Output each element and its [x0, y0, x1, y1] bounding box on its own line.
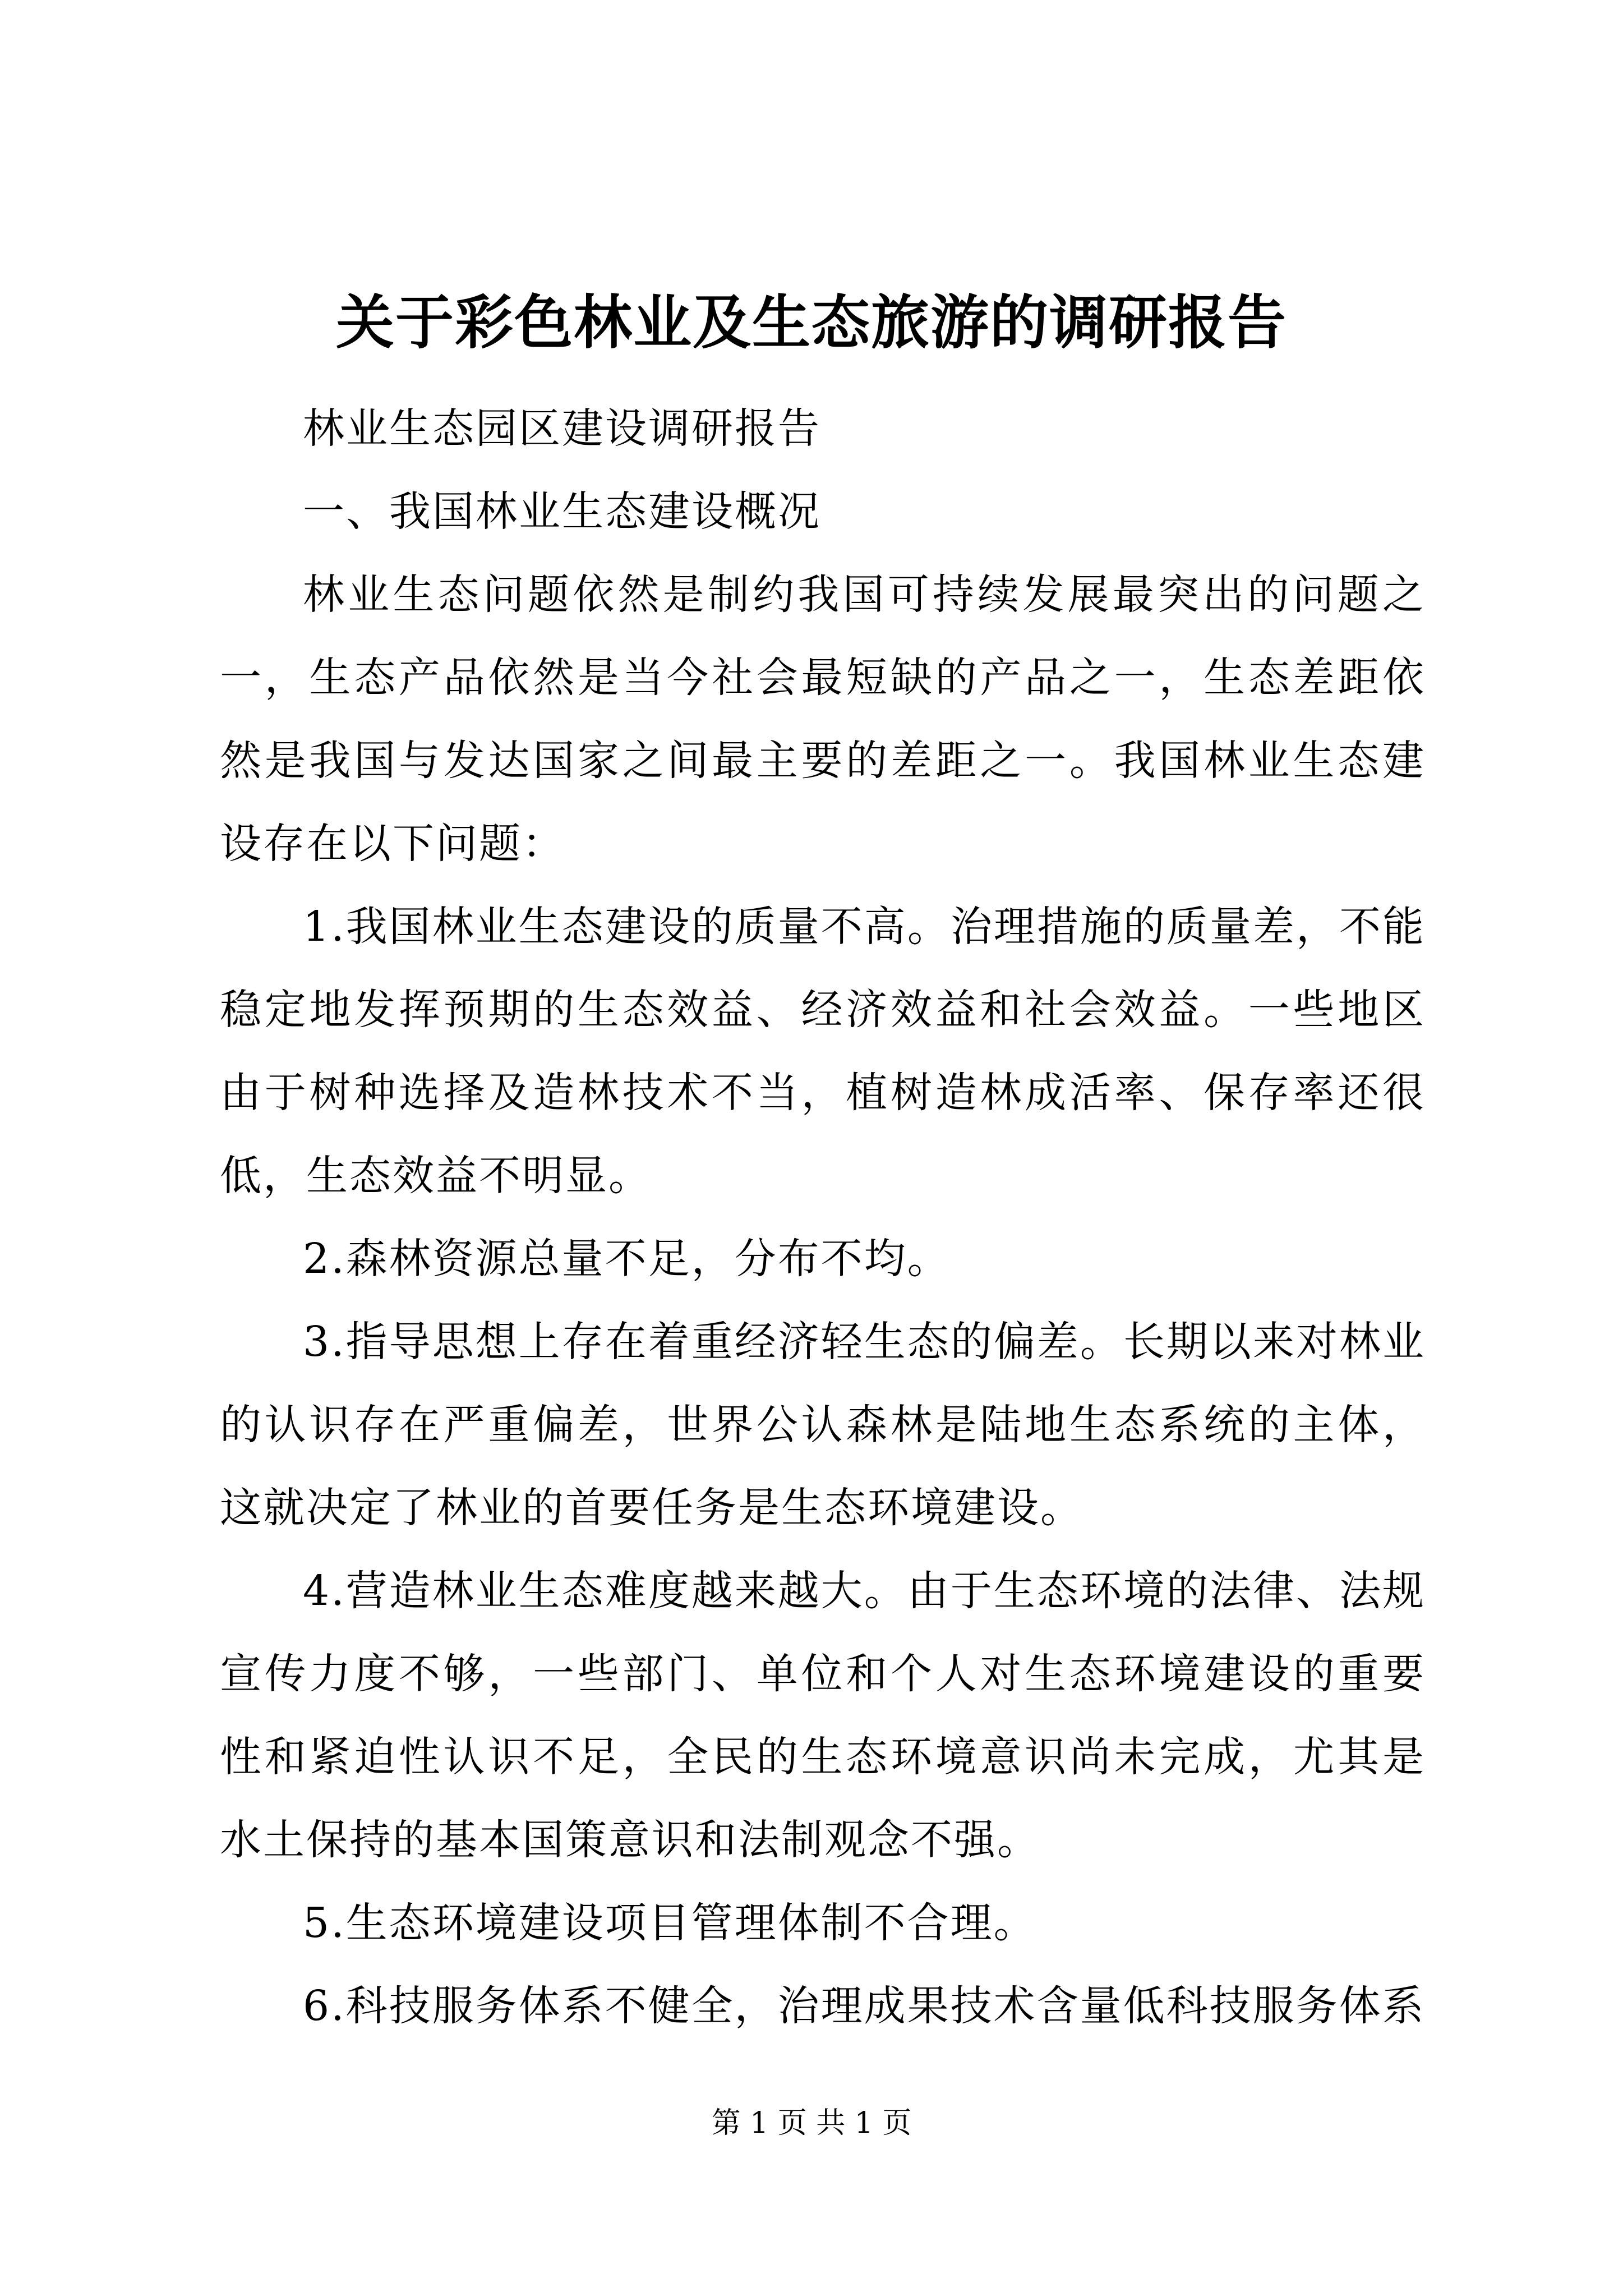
paragraph-item-4: 4.营造林业生态难度越来越大。由于生态环境的法律、法规宣传力度不够，一些部门、单位和个人对生态环境建设的重要性和紧迫性认识不足，全民的生态环境意识尚未完成，尤其是水土保持的基本国策意识和法制观念不强。 [220, 1567, 1426, 1864]
document-body [220, 387, 1426, 2047]
paragraph-item-5: 5.生态环境建设项目管理体制不合理。 [303, 1899, 1037, 1947]
page-footer: 第 1 页 共 1 页 [711, 2106, 912, 2140]
paragraph-intro: 林业生态问题依然是制约我国可持续发展最突出的问题之一，生态产品依然是当今社会最短缺的产品之一，生态差距依然是我国与发达国家之间最主要的差距之一。我国林业生态建设存在以下问题： [220, 570, 1426, 868]
paragraph-item-1: 1.我国林业生态建设的质量不高。治理措施的质量差，不能稳定地发挥预期的生态效益、经济效益和社会效益。一些地区由于树种选择及造林技术不当，植树造林成活率、保存率还很低，生态效益不明显。 [220, 903, 1426, 1200]
subtitle: 林业生态园区建设调研报告 [303, 404, 821, 453]
paragraph-item-2: 2.森林资源总量不足，分布不均。 [303, 1235, 951, 1283]
paragraph-item-6: 6.科技服务体系不健全，治理成果技术含量低科技服务体系 [303, 1982, 1426, 2030]
paragraph-item-3: 3.指导思想上存在着重经济轻生态的偏差。长期以来对林业的认识存在严重偏差，世界公认森林是陆地生态系统的主体，这就决定了林业的首要任务是生态环境建设。 [220, 1318, 1426, 1532]
document-title: 关于彩色林业及生态旅游的调研报告 [335, 288, 1287, 357]
section-heading: 一、我国林业生态建设概况 [303, 487, 821, 536]
